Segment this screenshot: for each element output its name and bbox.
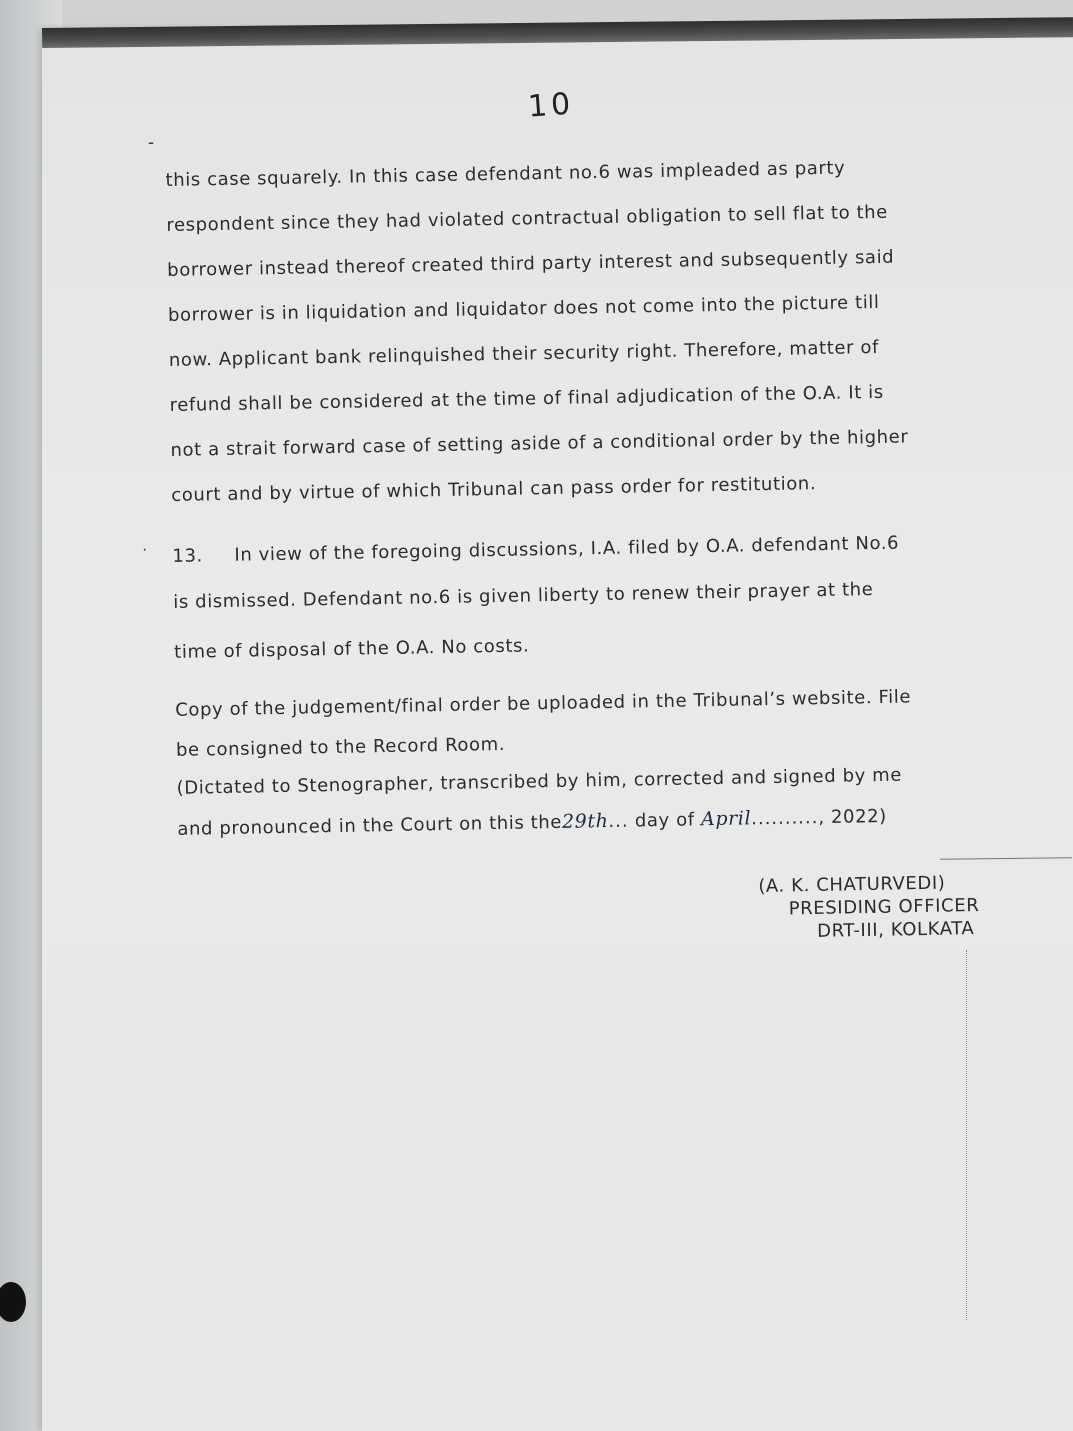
text-line: borrower instead thereof created third party interest and subsequently said (167, 246, 895, 281)
text-line: be consigned to the Record Room. (175, 733, 506, 761)
text-line: respondent since they had violated contractual obligation to sell flat to the (166, 201, 889, 236)
margin-tick-mark: ‐ (148, 132, 154, 152)
signatory-office: DRT-III, KOLKATA (816, 918, 975, 942)
text-line: (Dictated to Stenographer, transcribed by him, corrected and signed by me (176, 764, 903, 799)
text-line: borrower is in liquidation and liquidator does not come into the picture till (167, 291, 880, 326)
text-line: In view of the foregoing discussions, I.A. filed by O.A. defendant No.6 (234, 532, 900, 566)
document-page (42, 28, 1073, 1431)
pronouncement-suffix: , 2022) (818, 805, 888, 829)
dotted-margin-line (966, 950, 967, 1320)
text-line: is dismissed. Defendant no.6 is given liberty to renew their prayer at the (173, 579, 874, 613)
text-line: time of disposal of the O.A. No costs. (174, 635, 530, 663)
paragraph-number: 13. (172, 545, 204, 567)
page-number: 10 (526, 86, 576, 125)
pronouncement-middle: day of (628, 809, 702, 832)
signatory-title: PRESIDING OFFICER (788, 894, 980, 920)
text-line: Copy of the judgement/final order be uploaded in the Tribunal’s website. File (175, 686, 912, 721)
handwritten-month: April (700, 807, 752, 831)
day-dots: ... (608, 810, 629, 832)
signatory-name: (A. K. CHATURVEDI) (758, 872, 946, 897)
text-line: court and by virtue of which Tribunal can pass order for restitution. (171, 473, 817, 506)
handwritten-day: 29th (561, 809, 609, 833)
page-top-shadow (42, 17, 1073, 48)
pronouncement-prefix: and pronounced in the Court on this the (177, 811, 563, 840)
text-line: refund shall be considered at the time of final adjudication of the O.A. It is (169, 381, 884, 416)
month-dots: .......... (750, 807, 819, 830)
text-line: now. Applicant bank relinquished their security right. Therefore, matter of (168, 336, 880, 371)
margin-dot: · (142, 541, 148, 558)
text-line: this case squarely. In this case defendant no.6 was impleaded as party (165, 157, 846, 191)
text-line: not a strait forward case of setting aside of a conditional order by the higher (170, 426, 909, 461)
